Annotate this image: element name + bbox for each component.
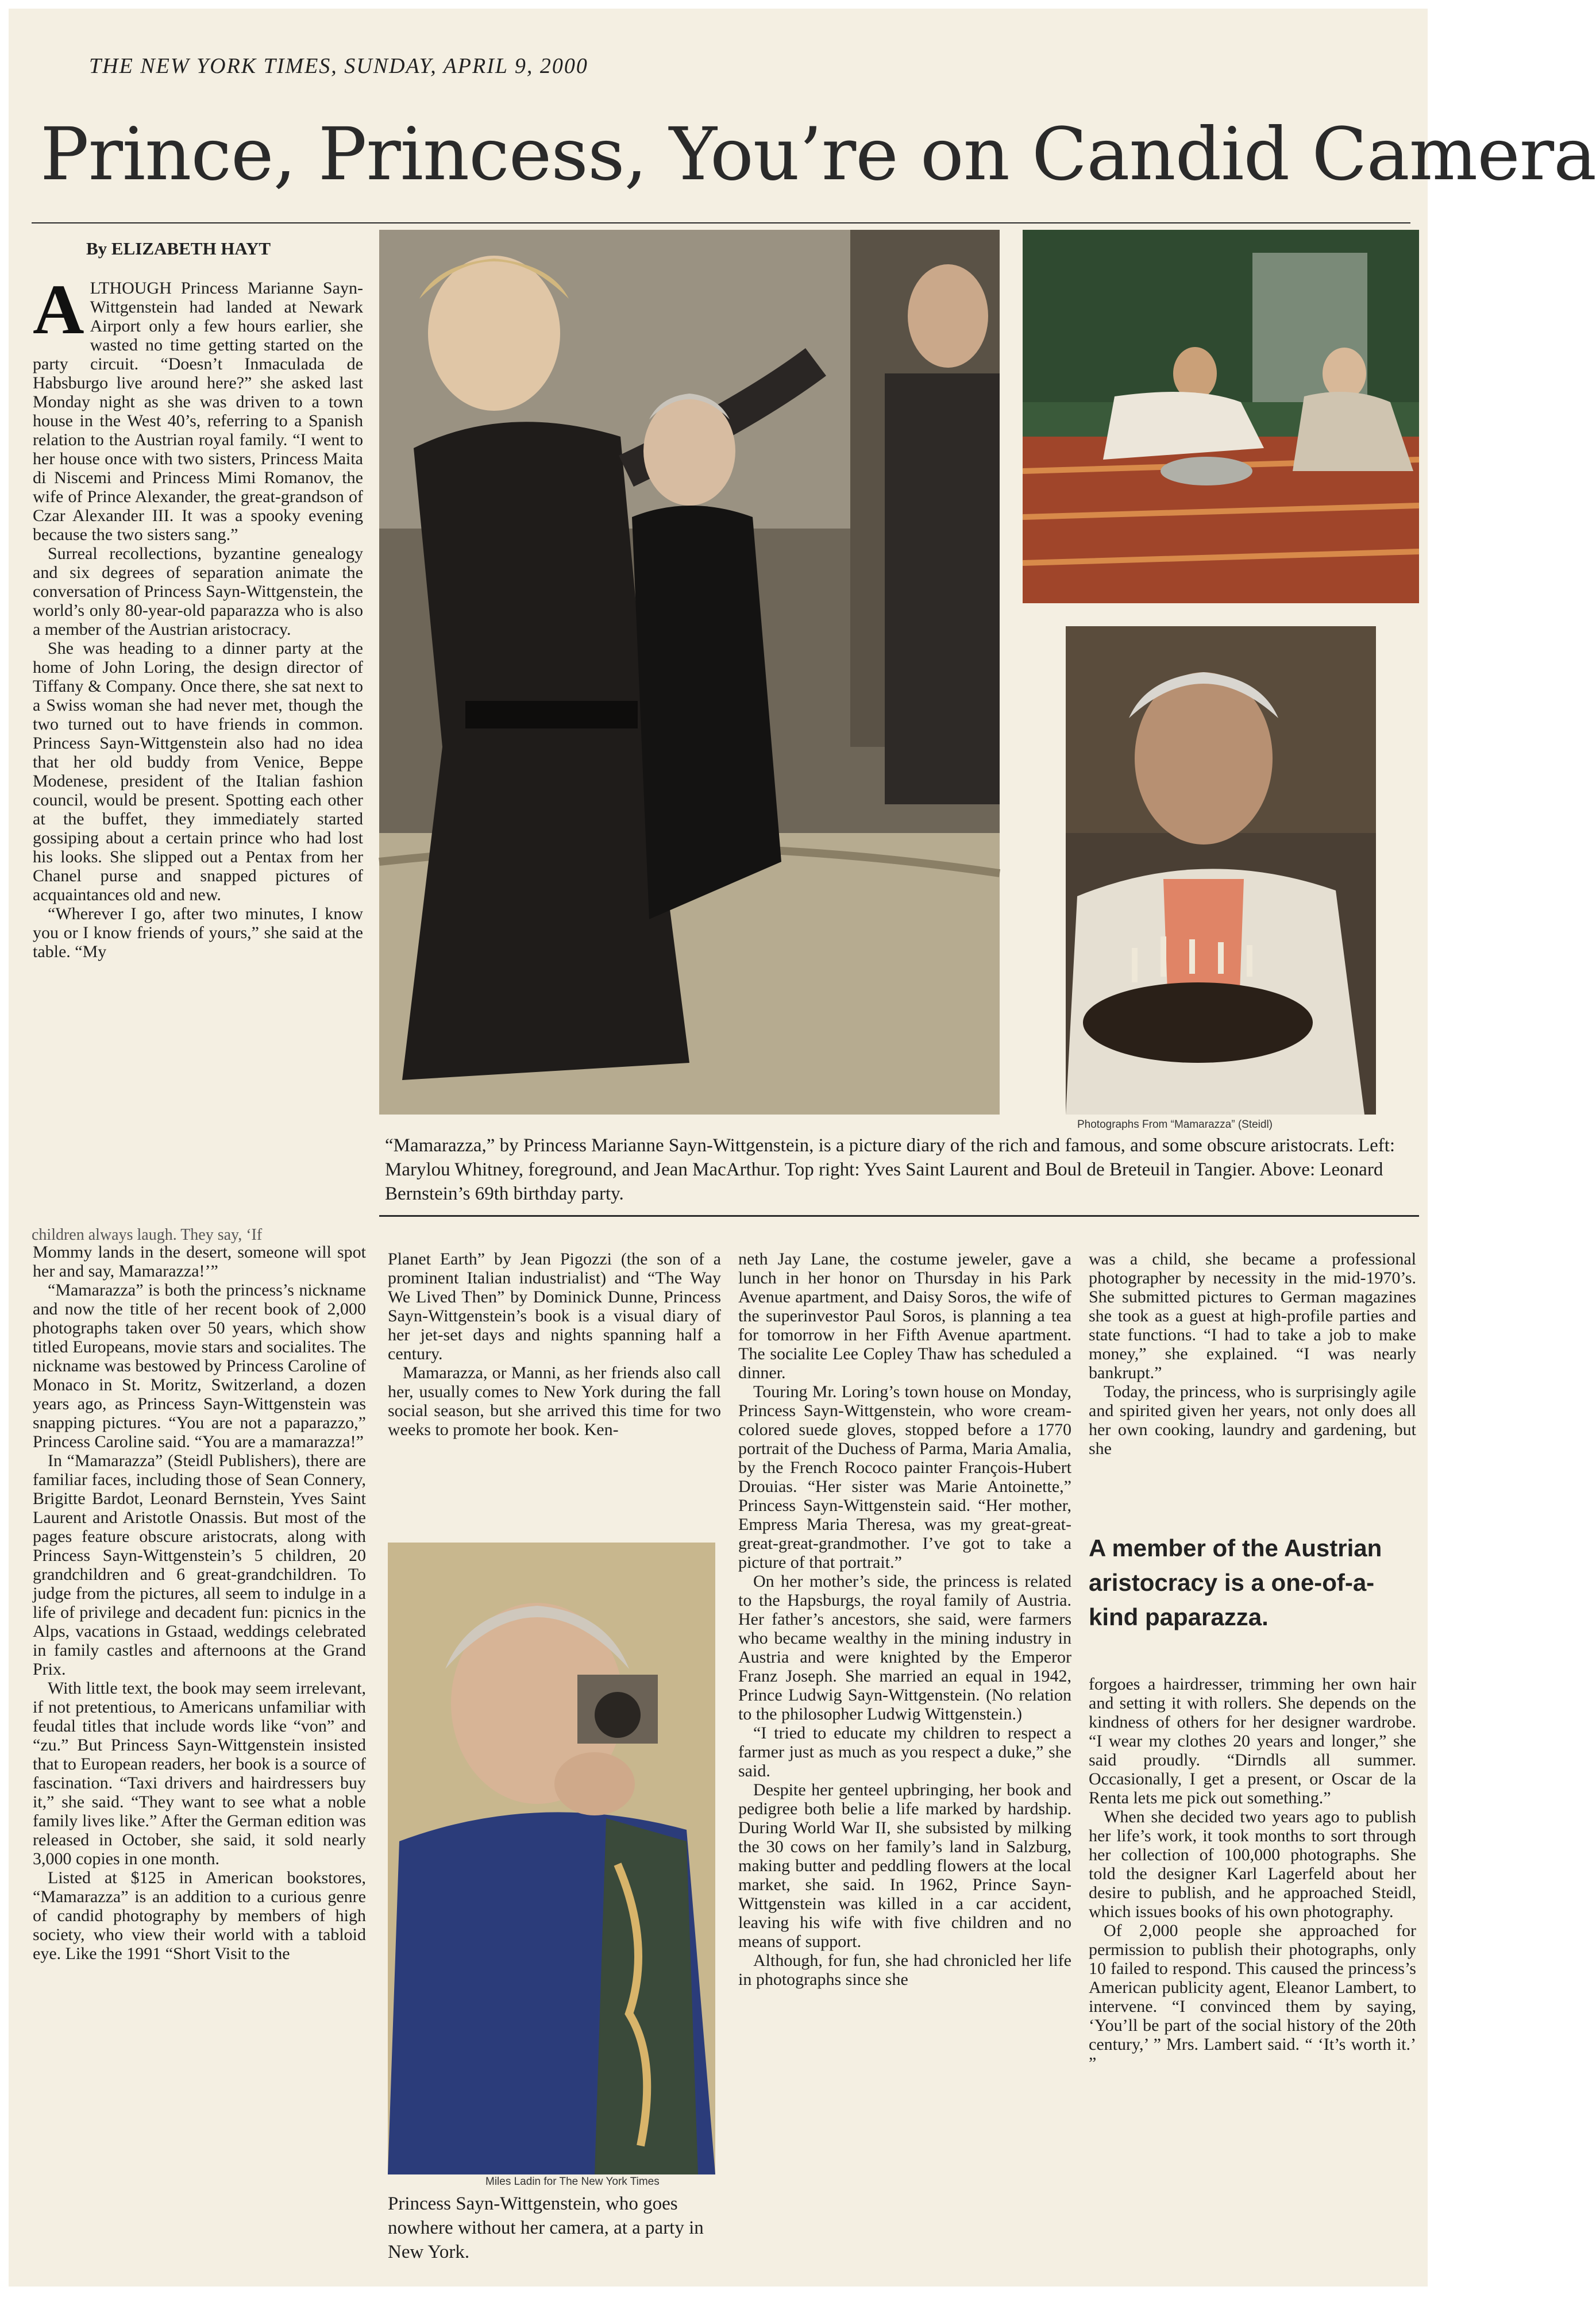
caption-rule (379, 1215, 1419, 1217)
photo-caption: “Mamarazza,” by Princess Marianne Sayn-Wittgenstein, is a picture diary of the rich and famous, and some obscure aristocrats. Left: Marylou Whitney, foreground, and Jean MacArthur. Top right: Yves Saint Laurent and Boul de Breteuil in Tangier. Above: Leonard Bernstein’s 69th birthday party. (385, 1135, 1395, 1204)
paragraph: In “Mamarazza” (Steidl Publishers), there are familiar faces, including those of Sean Connery, Brigitte Bardot, Leonard Bernstein, Yves Saint Laurent and Aristotle Onassis. But most of the pages feature obscure aristocrats, along with Princess Sayn-Wittgenstein’s 5 children, 20 grandchildren and 6 great-grandchildren. To judge from the pictures, all seem to indulge in a life of privilege and decadent fun: picnics in the Alps, vacations in Gstaad, weddings celebrated in family castles and afternoons at the Grand Prix. (33, 1451, 366, 1679)
paragraph: With little text, the book may seem irrelevant, if not pretentious, to Americans unfamiliar with feudal titles that include words like “von” and “zu.” But Princess Sayn-Wittgenstein insisted that to European readers, her book is a source of fascination. “Taxi drivers and hairdressers buy it,” she said. “They want to see what a noble family lives like.” After the German edition was released in October, she said, it sold nearly 3,000 copies in one month. (33, 1679, 366, 1868)
byline: By ELIZABETH HAYT (86, 238, 271, 259)
paragraph: forgoes a hairdresser, trimming her own hair and setting it with rollers. She depends on the kindness of others for her designer wardrobe. “I wear my clothes 20 years and longer,” she said proudly. “Dirndls all summer. Occasionally, I get a present, or Oscar de la Renta lets me pick out something.” (1089, 1675, 1416, 1807)
paragraph: When she decided two years ago to publish her life’s work, it took months to sort through her collection of 100,000 photographs. She told the designer Karl Lagerfeld about her desire to publish, and he approached Steidl, which issues books of his own photography. (1089, 1807, 1416, 1921)
dateline: THE NEW YORK TIMES, SUNDAY, APRIL 9, 2000 (89, 54, 588, 78)
camera-photo (388, 1543, 715, 2174)
paragraph: On her mother’s side, the princess is related to the Hapsburgs, the royal family of Austria. Her father’s ancestors, she said, were farmers who became wealthy in the mining industry in Austria and were knighted by the Emperor Franz Joseph. She married an equal in 1942, Prince Ludwig Sayn-Wittgenstein. (No relation to the philosopher Ludwig Wittgenstein.) (738, 1572, 1071, 1724)
drop-cap: A (33, 270, 84, 349)
paragraph: Surreal recollections, byzantine genealogy and six degrees of separation animate the conversation of Princess Sayn-Wittgenstein, the world’s only 80-year-old paparazza who is also a member of the Austrian aristocracy. (33, 544, 363, 639)
paragraph: Today, the princess, who is surprisingly agile and spirited given her years, not only does all her own cooking, laundry and gardening, but she (1089, 1382, 1416, 1458)
paragraph: She was heading to a dinner party at the home of John Loring, the design director of Tiffany & Company. Once there, she sat next to a Swiss woman she had never met, though the two turned out to have friends in common. Princess Sayn-Wittgenstein also had no idea that her old buddy from Venice, Beppe Modenese, president of the Italian fashion council, would be present. Spotting each other at the buffet, they immediately started gossiping about a certain prince who had lost his looks. She slipped out a Pentax from her Chanel purse and snapped pictures of acquaintances old and new. (33, 639, 363, 904)
article-column-2 (33, 1243, 366, 1963)
party-photo (379, 230, 1000, 1115)
photo-credit: Photographs From “Mamarazza” (Steidl) (1077, 1119, 1273, 1131)
paragraph: Listed at $125 in American bookstores, “Mamarazza” is an addition to a curious genre of candid photography by members of high society, who view their world with a tabloid eye. Like the 1991 “Short Visit to the (33, 1868, 366, 1963)
paragraph: “Mamarazza” is both the princess’s nickname and now the title of her recent book of 2,000 photographs taken over 50 years, which show titled Europeans, movie stars and socialites. The nickname was bestowed by Princess Caroline of Monaco in St. Moritz, Switzerland, a dozen years ago, as Princess Sayn-Wittgenstein was snapping pictures. “You are not a paparazzo,” Princess Caroline said. “You are a mamarazza!” (33, 1281, 366, 1451)
paragraph: “Wherever I go, after two minutes, I know you or I know friends of yours,” she said at the table. “My (33, 904, 363, 961)
paragraph: Touring Mr. Loring’s town house on Monday, Princess Sayn-Wittgenstein, who wore cream-colored suede gloves, stopped before a 1770 portrait of the Duchess of Parma, Maria Amalia, by the French Rococo painter François-Hubert Drouias. “Her sister was Marie Antoinette,” Princess Sayn-Wittgenstein said. “Her mother, Empress Maria Theresa, was my great-great-great-great-grandmother. I’ve got to take a picture of that portrait.” (738, 1382, 1071, 1572)
paragraph: was a child, she became a professional photographer by necessity in the mid-1970’s. She submitted pictures to German magazines she took as a guest at high-profile parties and state functions. “I had to take a job to make money,” she explained. “I was nearly bankrupt.” (1089, 1250, 1416, 1382)
photo-caption: Princess Sayn-Wittgenstein, who goes nowhere without her camera, at a party in New York. (388, 2193, 704, 2262)
paragraph: Of 2,000 people she approached for permission to publish their photographs, only 10 failed to respond. This caused the princess’s American publicity agent, Eleanor Lambert, to intervene. “I convinced them by saying, ‘You’ll be part of the social history of the 20th century,’ ” Mrs. Lambert said. “ ‘It’s worth it.’ ” (1089, 1921, 1416, 2073)
paragraph: “I tried to educate my children to respect a farmer just as much as you respect a duke,” she said. (738, 1724, 1071, 1780)
article-column-4 (738, 1250, 1071, 1989)
paragraph: Planet Earth” by Jean Pigozzi (the son of a prominent Italian industrialist) and “The Way We Lived Then” by Dominick Dunne, Princess Sayn-Wittgenstein’s book is a visual diary of her jet-set days and nights spanning half a century. (388, 1250, 721, 1363)
headline-rule (32, 222, 1410, 223)
torn-line: children always laugh. They say, ‘If (32, 1226, 263, 1244)
birthday-photo (1066, 626, 1376, 1115)
article-column-6 (1089, 1675, 1416, 2073)
article-column-1 (33, 270, 363, 961)
article-column-5 (1089, 1250, 1416, 1458)
headline: Prince, Princess, You’re on Candid Camera (40, 112, 1596, 196)
newspaper-clipping (9, 9, 1596, 2287)
lead-paragraph: LTHOUGH Princess Marianne Sayn-Wittgenstein had landed at Newark Airport only a few hours earlier, she wasted no time getting started on the party circuit. “Doesn’t Inmaculada de Habsburgo live around here?” she asked last Monday night as she was driven to a town house in the West 40’s, referring to a Spanish relation to the Austrian royal family. “I went to her house once with two sisters, Princess Maita di Niscemi and Princess Mimi Romanov, the wife of Prince Alexander, the great-grandson of Czar Alexander III. It was a spooky evening because the two sisters sang.” (33, 279, 363, 544)
paragraph: Mommy lands in the desert, someone will spot her and say, Mamarazza!’” (33, 1243, 366, 1281)
tangier-photo (1023, 230, 1419, 603)
paragraph: neth Jay Lane, the costume jeweler, gave a lunch in her honor on Thursday in his Park Avenue apartment, and Daisy Soros, the wife of the superinvestor Paul Soros, is planning a tea for tomorrow in her Fifth Avenue apartment. The socialite Lee Copley Thaw has scheduled a dinner. (738, 1250, 1071, 1382)
article-column-3 (388, 1250, 721, 1439)
paragraph: Mamarazza, or Manni, as her friends also call her, usually comes to New York during the fall social season, but she arrived this time for two weeks to promote her book. Ken- (388, 1363, 721, 1439)
photo-credit: Miles Ladin for The New York Times (485, 2176, 660, 2188)
paragraph: Despite her genteel upbringing, her book and pedigree both belie a life marked by hardship. During World War II, she subsisted by milking the 30 cows on her family’s land in Salzburg, making butter and peddling flowers at the local market, she said. In 1962, Prince Sayn-Wittgenstein was killed in a car accident, leaving his wife with five children and no means of support. (738, 1780, 1071, 1951)
paragraph: Although, for fun, she had chronicled her life in photographs since she (738, 1951, 1071, 1989)
pull-quote: A member of the Austrian aristocracy is a one-of-a-kind paparazza. (1089, 1534, 1382, 1630)
